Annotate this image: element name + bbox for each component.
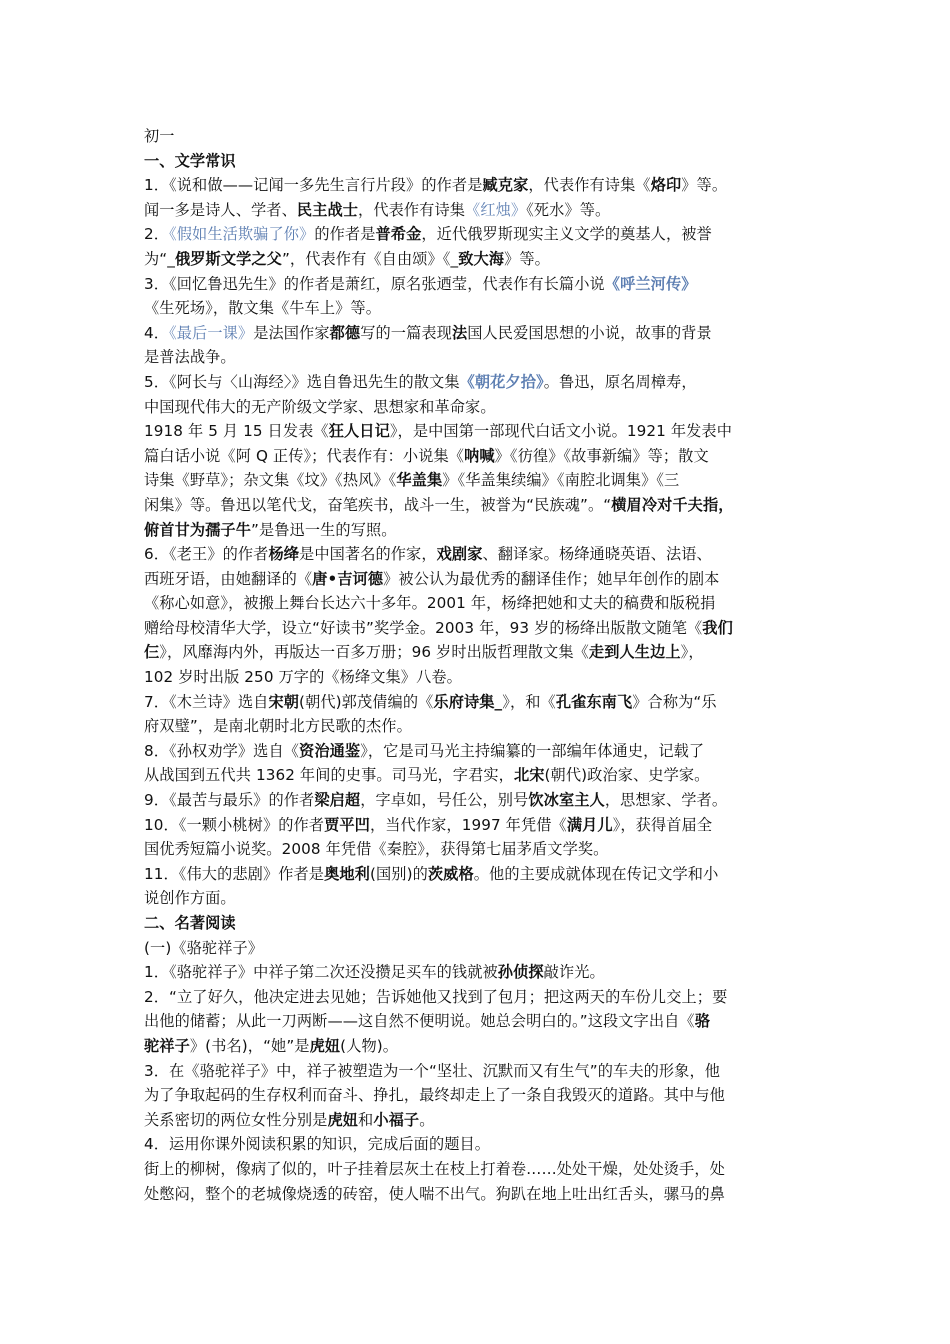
text-line bbox=[144, 1108, 809, 1133]
document-body bbox=[144, 124, 809, 1206]
text-run: 诗集《野草》；杂文集《坟》《热风》《 bbox=[144, 471, 397, 490]
text-run: 》(书名)，“她”是 bbox=[189, 1036, 310, 1055]
text-run: 为“_ bbox=[144, 249, 175, 268]
text-line bbox=[144, 345, 809, 370]
text-run: 1．《骆驼祥子》中祥子第二次还没攒足买车的钱就被 bbox=[144, 963, 498, 982]
text-run: 唐•吉诃德 bbox=[312, 569, 384, 588]
text-line bbox=[144, 1132, 809, 1157]
text-run: 》《彷徨》《故事新编》等；散文 bbox=[494, 446, 709, 465]
text-line bbox=[144, 936, 809, 961]
text-run: 街上的柳树，像病了似的，叶子挂着层灰土在枝上打着卷……处处干燥，处处烫手，处 bbox=[144, 1159, 725, 1178]
text-run: 虎妞 bbox=[309, 1036, 341, 1055]
text-run: 杨绛 bbox=[268, 545, 300, 564]
text-run: 。他的主要成就体现在传记文学和小 bbox=[473, 864, 719, 883]
text-run: 7．《木兰诗》选自 bbox=[144, 692, 269, 711]
text-line bbox=[144, 1083, 809, 1108]
text-run: ，近代俄罗斯现实主义文学的奠基人，被誉 bbox=[421, 225, 712, 244]
text-run: 民主战士 bbox=[296, 200, 359, 219]
text-run: 饮冰室主人 bbox=[528, 791, 605, 810]
text-run: 臧克家 bbox=[482, 176, 529, 195]
text-line bbox=[144, 222, 809, 247]
text-run: 一、文学常识 bbox=[144, 151, 236, 170]
text-run: ，思想家、学者。 bbox=[604, 791, 728, 810]
text-line bbox=[144, 960, 809, 985]
text-line bbox=[144, 1157, 809, 1182]
text-run: 4．运用你课外阅读积累的知识，完成后面的题目。 bbox=[144, 1135, 491, 1154]
text-run: 《呼兰河传》 bbox=[604, 274, 697, 293]
text-run: 贾平凹 bbox=[324, 815, 370, 834]
text-run: 《称心如意》，被搬上舞台长达六十多年。2001 年，杨绛把她和丈夫的稿费和版税捐 bbox=[144, 594, 716, 613]
text-run: ，当代作家，1997 年凭借《 bbox=[369, 815, 567, 834]
text-run: 致大海 bbox=[458, 249, 505, 268]
text-run: 2．“立了好久，他决定进去见她；告诉她他又找到了包月；把这两天的车份儿交上；要 bbox=[144, 987, 728, 1006]
text-run: (朝代)郭茂倩编的《 bbox=[299, 692, 434, 711]
text-run: 为了争取起码的生存权利而奋斗、挣扎，最终却走上了一条自我毁灭的道路。其中与他 bbox=[144, 1086, 725, 1105]
text-line bbox=[144, 1034, 809, 1059]
text-run: 》合称为“乐 bbox=[632, 692, 717, 711]
text-run: ，字卓如，号任公，别号 bbox=[360, 791, 529, 810]
text-line bbox=[144, 665, 809, 690]
text-run: 9．《最苦与最乐》的作者 bbox=[144, 791, 315, 810]
text-run: 的作者是 bbox=[314, 225, 376, 244]
text-run: 孔雀东南飞 bbox=[555, 692, 633, 711]
text-run: 仨 bbox=[144, 643, 160, 662]
text-run: ，代表作有诗集 bbox=[358, 200, 466, 219]
text-line bbox=[144, 837, 809, 862]
text-run: 俄罗斯文学之父 bbox=[174, 249, 282, 268]
text-run: (一)《骆驼祥子》 bbox=[144, 938, 264, 957]
text-run: 骆 bbox=[694, 1012, 711, 1031]
text-run: 》， bbox=[680, 643, 704, 662]
text-run: 关系密切的两位女性分别是 bbox=[144, 1110, 328, 1129]
text-line bbox=[144, 567, 809, 592]
text-run: 。 bbox=[419, 1110, 435, 1129]
text-line bbox=[144, 911, 809, 936]
text-run: 梁启超 bbox=[314, 791, 361, 810]
text-run: 俯首甘为孺子牛 bbox=[144, 520, 252, 539]
text-run: 4． bbox=[144, 323, 170, 342]
text-line bbox=[144, 591, 809, 616]
text-run: 闻一多是诗人、学者、 bbox=[144, 200, 297, 219]
text-run: 驼祥子 bbox=[144, 1036, 190, 1055]
text-line bbox=[144, 862, 809, 887]
text-run: 《最后一课》 bbox=[169, 323, 254, 342]
text-run: 11．《伟大的悲剧》作者是 bbox=[144, 864, 325, 883]
text-run: 2． bbox=[144, 225, 170, 244]
text-run: 二、名著阅读 bbox=[144, 914, 236, 932]
text-run: 10．《一颗小桃树》的作者 bbox=[144, 815, 325, 834]
text-run: 3．《回忆鲁迅先生》的作者是萧红，原名张迺莹，代表作有长篇小说 bbox=[144, 274, 605, 293]
text-run: 》被公认为最优秀的翻译佳作；她早年创作的剧本 bbox=[383, 569, 720, 588]
text-line bbox=[144, 124, 809, 149]
text-line bbox=[144, 395, 809, 420]
text-run: 》，它是司马光主持编纂的一部编年体通史，记载了 bbox=[360, 741, 705, 760]
text-line bbox=[144, 813, 809, 838]
text-run: 、翻译家。杨绛通晓英语、法语、 bbox=[482, 545, 712, 564]
text-run: 乐府诗集_ bbox=[433, 692, 503, 711]
text-run: 3．在《骆驼祥子》中，祥子被塑造为一个“坚壮、沉默而又有生气”的车夫的形象，他 bbox=[144, 1061, 721, 1080]
text-run: ”，代表作有《自由颂》《_ bbox=[281, 249, 459, 268]
text-run: 烙印 bbox=[650, 176, 682, 195]
text-run: 中国现代伟大的无产阶级文学家、思想家和革命家。 bbox=[144, 397, 496, 416]
text-run: 》，和《 bbox=[502, 692, 556, 711]
text-run: 府双璧”，是南北朝时北方民歌的杰作。 bbox=[144, 717, 412, 736]
text-run: 狂人日记 bbox=[328, 422, 390, 441]
text-line bbox=[144, 690, 809, 715]
text-run: 》等。 bbox=[681, 176, 728, 195]
text-line bbox=[144, 640, 809, 665]
text-run: 《死水》等。 bbox=[526, 200, 611, 219]
text-run: 国人民爱国思想的小说，故事的背景 bbox=[467, 323, 712, 342]
text-line bbox=[144, 444, 809, 469]
text-line bbox=[144, 419, 809, 444]
text-run: 是中国著名的作家， bbox=[299, 545, 437, 564]
text-line bbox=[144, 886, 809, 911]
text-line bbox=[144, 173, 809, 198]
text-line bbox=[144, 763, 809, 788]
text-run: 》等。 bbox=[504, 249, 550, 268]
text-run: 8．《孙权劝学》选自《 bbox=[144, 741, 300, 760]
text-run: ，代表作有诗集《 bbox=[528, 176, 651, 195]
text-line bbox=[144, 739, 809, 764]
text-run: 1918 年 5 月 15 日发表《 bbox=[144, 422, 329, 441]
text-run: 闲集》等。鲁迅以笔代戈，奋笔疾书，战斗一生，被誉为“民族魂”。“ bbox=[144, 495, 612, 514]
text-run: 处憋闷，整个的老城像烧透的砖窑，使人喘不出气。狗趴在地上吐出红舌头，骡马的鼻 bbox=[144, 1184, 725, 1203]
text-run: 国优秀短篇小说奖。2008 年凭借《秦腔》，获得第七届茅盾文学奖。 bbox=[144, 840, 609, 859]
text-run: 。鲁迅，原名周樟寿， bbox=[543, 372, 697, 391]
text-run: 102 岁时出版 250 万字的《杨绛文集》八卷。 bbox=[144, 668, 462, 687]
text-line bbox=[144, 1009, 809, 1034]
text-run: 满月儿 bbox=[566, 815, 613, 834]
text-line bbox=[144, 1059, 809, 1084]
text-run: 走到人生边上 bbox=[588, 643, 681, 662]
text-run: 》，是中国第一部现代白话文小说。1921 年发表中 bbox=[389, 422, 732, 441]
text-run: 敲诈光。 bbox=[543, 963, 605, 982]
text-run: 说创作方面。 bbox=[144, 889, 236, 908]
text-run: 《假如生活欺骗了你》 bbox=[169, 225, 315, 244]
text-run: 华盖集 bbox=[396, 471, 443, 490]
text-run: 宋朝 bbox=[268, 692, 300, 711]
text-run: (国别)的 bbox=[369, 864, 428, 883]
text-line bbox=[144, 149, 809, 174]
text-line bbox=[144, 468, 809, 493]
text-run: 从战国到五代共 1362 年间的史事。司马光，字君实， bbox=[144, 766, 514, 785]
text-line bbox=[144, 985, 809, 1010]
text-run: 戏剧家 bbox=[436, 545, 483, 564]
text-line bbox=[144, 518, 809, 543]
text-run: 我们 bbox=[702, 618, 733, 637]
text-line bbox=[144, 321, 809, 346]
text-run: 6．《老王》的作者 bbox=[144, 545, 269, 564]
text-run: 初一 bbox=[144, 127, 175, 145]
text-run: 呐喊 bbox=[464, 446, 495, 465]
text-run: (人物)。 bbox=[340, 1036, 399, 1055]
text-line bbox=[144, 493, 809, 518]
text-run: 》，风靡海内外，再版达一百多万册；96 岁时出版哲理散文集《 bbox=[159, 643, 589, 662]
text-run: 写的一篇表现 bbox=[360, 323, 452, 342]
text-run: 出他的储蓄；从此一刀两断——这自然不便明说。她总会明白的。”这段文字出自《 bbox=[144, 1012, 695, 1031]
text-run: 法 bbox=[451, 323, 468, 342]
text-run: 北宋 bbox=[513, 766, 545, 785]
text-run: 《朝花夕拾》 bbox=[459, 372, 544, 391]
text-run: 横眉冷对千夫指， bbox=[611, 495, 734, 514]
text-run: 奥地利 bbox=[324, 864, 370, 883]
text-line bbox=[144, 616, 809, 641]
text-run: 《生死场》，散文集《牛车上》等。 bbox=[144, 299, 381, 318]
text-line bbox=[144, 1182, 809, 1207]
text-line bbox=[144, 272, 809, 297]
text-run: (朝代)政治家、史学家。 bbox=[544, 766, 710, 785]
text-run: 是普法战争。 bbox=[144, 348, 236, 367]
text-run: 《红烛》 bbox=[465, 200, 527, 219]
text-line bbox=[144, 198, 809, 223]
text-run: 和 bbox=[358, 1110, 374, 1129]
text-run: 资治通鉴 bbox=[299, 741, 361, 760]
text-line bbox=[144, 296, 809, 321]
text-run: 》，获得首届全 bbox=[612, 815, 713, 834]
text-run: 茨威格 bbox=[427, 864, 474, 883]
text-run: 》《华盖集续编》《南腔北调集》《三 bbox=[442, 471, 680, 490]
text-run: 是法国作家 bbox=[253, 323, 330, 342]
text-line bbox=[144, 788, 809, 813]
text-run: ”是鲁迅一生的写照。 bbox=[251, 520, 397, 539]
text-line bbox=[144, 542, 809, 567]
text-line bbox=[144, 714, 809, 739]
text-run: 篇白话小说《阿 Q 正传》；代表作有：小说集《 bbox=[144, 446, 465, 465]
text-run: 西班牙语，由她翻译的《 bbox=[144, 569, 313, 588]
text-run: 小福子 bbox=[373, 1110, 420, 1129]
text-run: 赠给母校清华大学，设立“好读书”奖学金。2003 年，93 岁的杨绛出版散文随笔《 bbox=[144, 618, 703, 637]
text-line bbox=[144, 247, 809, 272]
text-run: 孙侦探 bbox=[497, 963, 544, 982]
text-run: 都德 bbox=[329, 323, 361, 342]
text-run: 虎妞 bbox=[327, 1110, 359, 1129]
text-run: 普希金 bbox=[375, 225, 422, 244]
text-line bbox=[144, 370, 809, 395]
text-run: 5．《阿长与〈山海经〉》选自鲁迅先生的散文集 bbox=[144, 372, 460, 391]
text-run: 1．《说和做——记闻一多先生言行片段》的作者是 bbox=[144, 176, 483, 195]
